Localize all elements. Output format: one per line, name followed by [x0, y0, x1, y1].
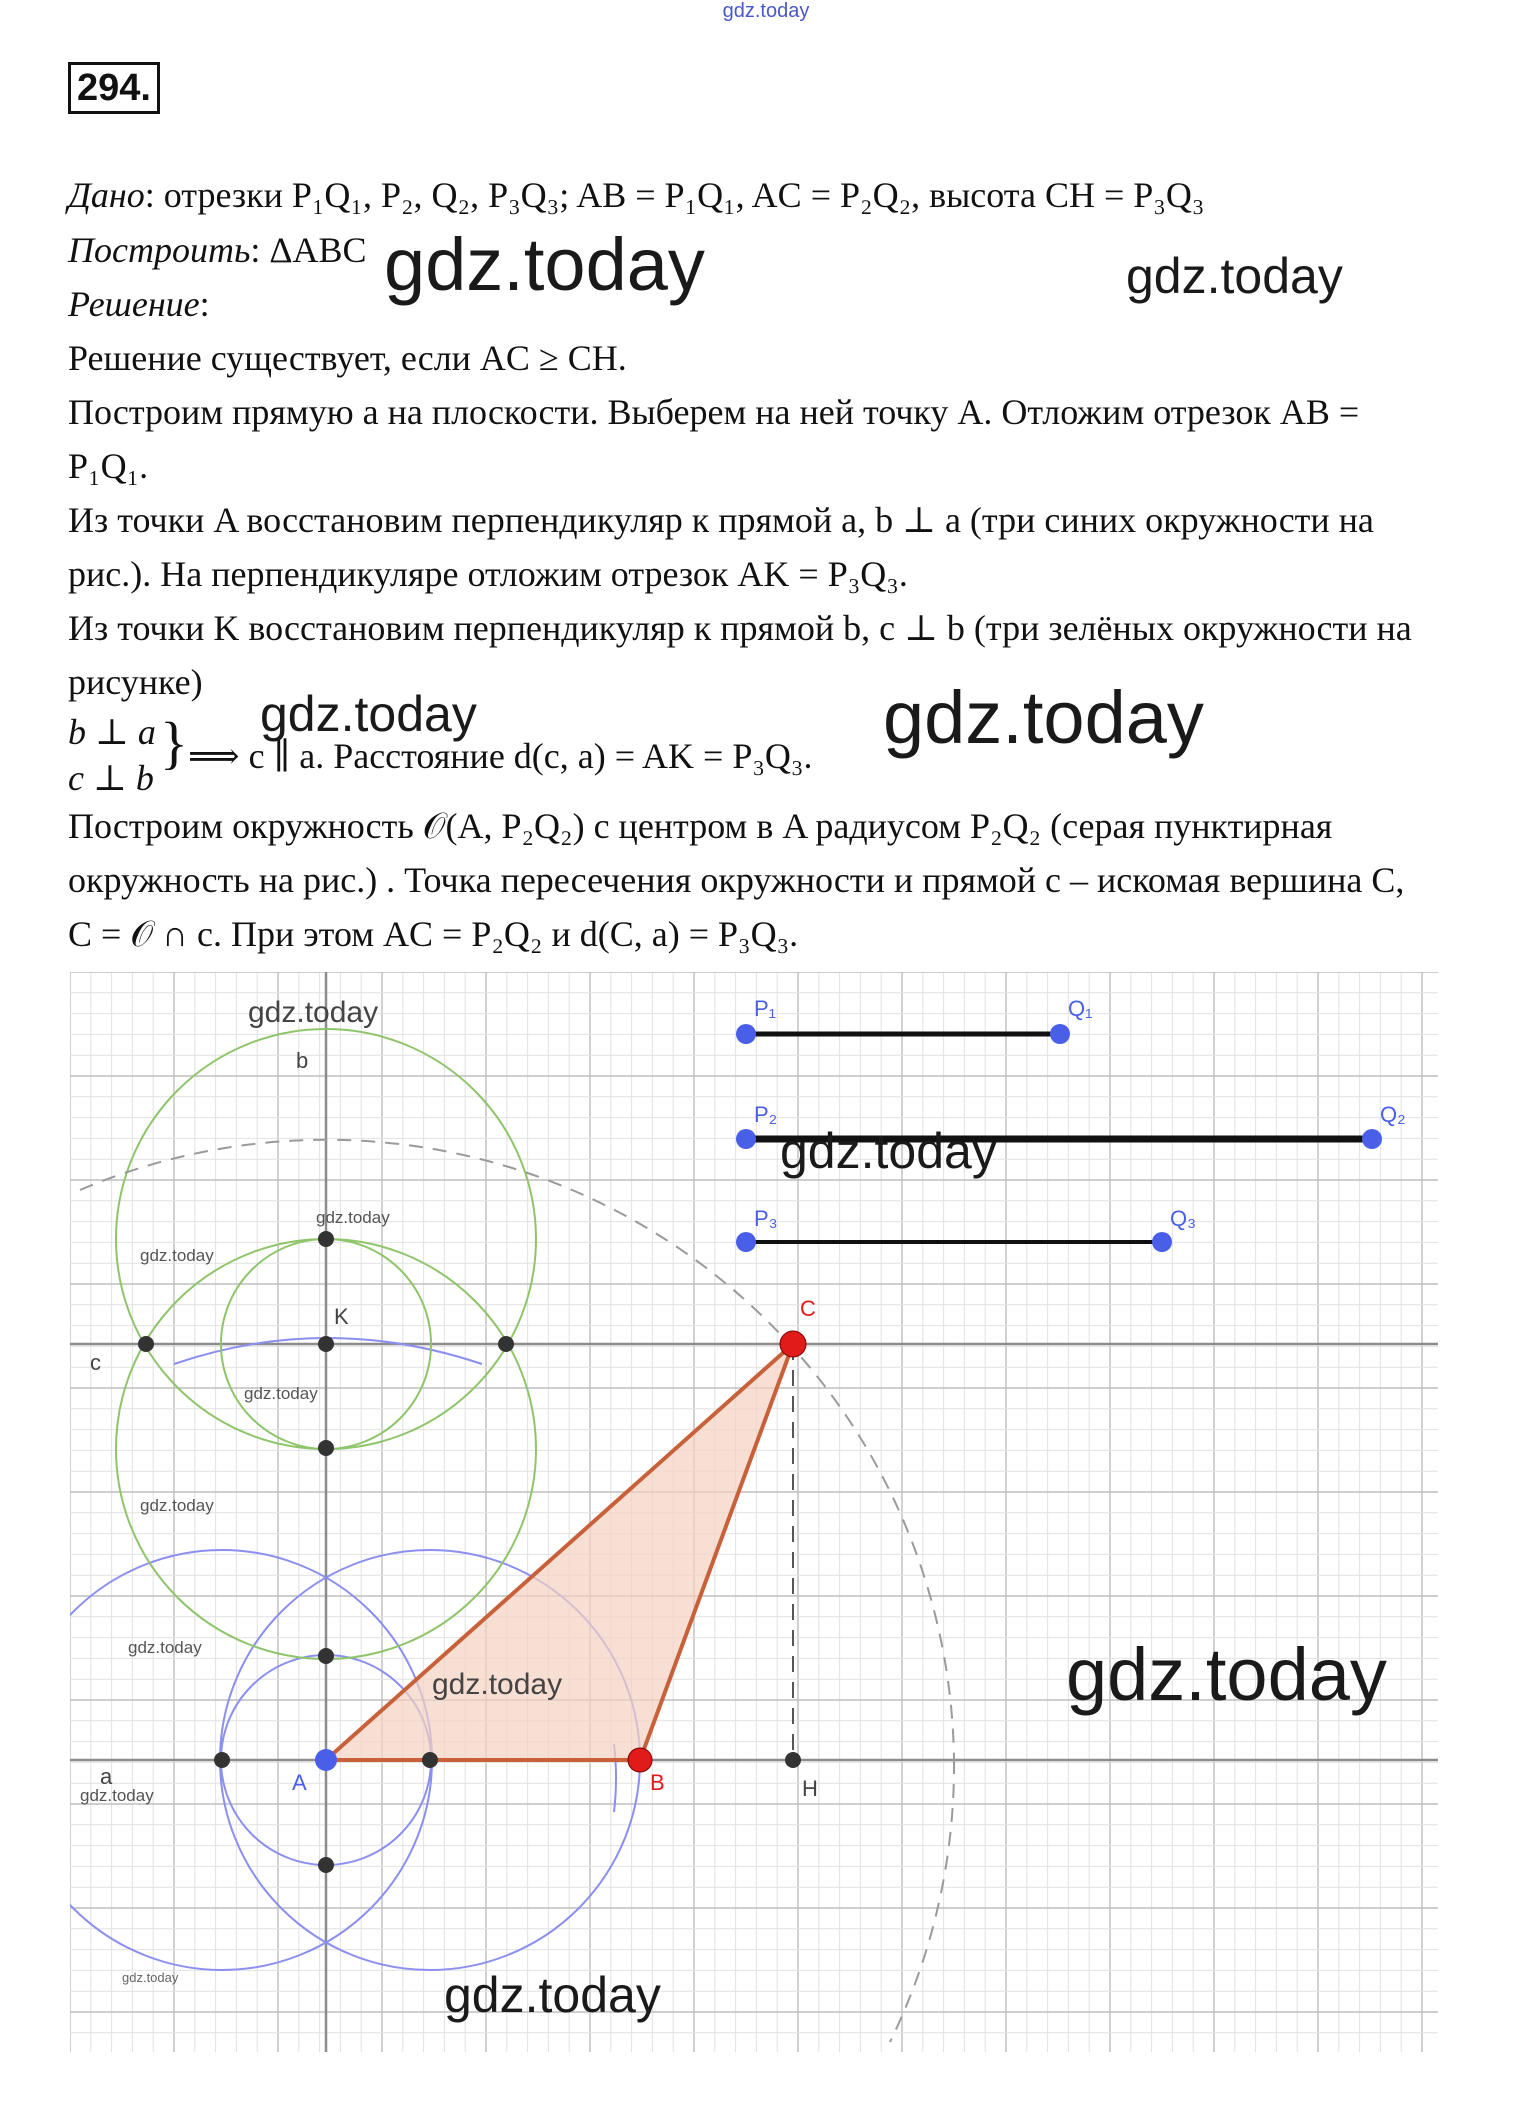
watermark-1: gdz.today	[384, 223, 705, 306]
point-q3	[1152, 1232, 1172, 1252]
top-watermark: gdz.today	[722, 0, 810, 22]
point-a	[315, 1749, 337, 1771]
watermark-5: gdz.today	[248, 996, 379, 1029]
watermark-16: gdz.today	[444, 1967, 661, 2023]
given-line	[68, 175, 1204, 215]
watermark-10: gdz.today	[140, 1496, 214, 1515]
label-k: K	[334, 1304, 349, 1329]
watermark-4: gdz.today	[883, 676, 1204, 759]
label-p1: P₁	[754, 996, 777, 1021]
point-b-mid	[318, 1440, 334, 1456]
point-k	[318, 1336, 334, 1352]
watermark-14: gdz.today	[80, 1786, 154, 1805]
point-b-bottom	[318, 1857, 334, 1873]
point-c	[780, 1331, 806, 1357]
paragraph-4-line-2: рисунке)	[68, 662, 203, 702]
label-point-h: H	[802, 1776, 818, 1801]
label-q1: Q₁	[1068, 996, 1093, 1021]
system-brace: }	[160, 710, 188, 775]
label-q2: Q₂	[1380, 1102, 1406, 1127]
point-p3	[736, 1232, 756, 1252]
label-q3: Q₃	[1170, 1206, 1197, 1231]
paragraph-5-line-1: Построим окружность 𝒪(A, P₂Q₂) с центром в A радиусом P₂Q₂ (серая пунктирная	[68, 806, 1333, 846]
system-result: ⟹ c ∥ a. Расстояние d(c, a) = AK = P₃Q₃.	[188, 736, 813, 776]
paragraph-2-line-1: Построим прямую a на плоскости. Выберем на ней точку A. Отложим отрезок AB =	[68, 392, 1360, 432]
construct-line	[68, 230, 367, 270]
point-p2	[736, 1129, 756, 1149]
watermark-2: gdz.today	[1126, 248, 1343, 304]
label-a: a	[100, 1764, 113, 1789]
label-point-b: B	[650, 1770, 665, 1795]
label-c: c	[90, 1350, 101, 1375]
point-q1	[1050, 1024, 1070, 1044]
system-top: b ⊥ a	[68, 712, 156, 752]
watermark-6: gdz.today	[780, 1123, 997, 1179]
point-a-right	[422, 1752, 438, 1768]
point-b-low	[318, 1648, 334, 1664]
point-p1	[736, 1024, 756, 1044]
system-bottom: c ⊥ b	[68, 758, 154, 798]
label-point-a: A	[292, 1770, 307, 1795]
given-label: Дано	[68, 175, 145, 215]
watermark-15: gdz.today	[122, 1970, 179, 1985]
label-p2: P₂	[754, 1102, 778, 1127]
construct-body: : ΔABC	[250, 230, 367, 270]
paragraph-1: Решение существует, если AC ≥ CH.	[68, 338, 627, 378]
watermark-3: gdz.today	[260, 686, 477, 742]
label-point-c: C	[800, 1296, 816, 1321]
watermark-12: gdz.today	[432, 1668, 563, 1701]
point-b	[628, 1748, 652, 1772]
paragraph-3-line-1: Из точки A восстановим перпендикуляр к прямой a, b ⊥ a (три синих окружности на	[68, 500, 1374, 540]
watermark-8: gdz.today	[140, 1246, 214, 1265]
point-q2	[1362, 1129, 1382, 1149]
paragraph-5-line-3: C = 𝒪 ∩ c. При этом AC = P₂Q₂ и d(C, a) = P₃Q₃.	[68, 914, 799, 954]
paragraph-3-line-2: рис.). На перпендикуляре отложим отрезок AK = P₃Q₃.	[68, 554, 908, 594]
points	[138, 1024, 1382, 1873]
point-h	[785, 1752, 801, 1768]
watermark-13: gdz.today	[1066, 1633, 1387, 1716]
point-c-right	[498, 1336, 514, 1352]
paragraph-2-line-2: P₁Q₁.	[68, 446, 149, 486]
point-b-top	[318, 1231, 334, 1247]
problem-number: 294.	[68, 62, 160, 114]
solution-heading	[68, 284, 210, 324]
watermark-11: gdz.today	[128, 1638, 202, 1657]
paragraph-4-line-1: Из точки K восстановим перпендикуляр к прямой b, c ⊥ b (три зелёных окружности на	[68, 608, 1412, 648]
construction-figure	[70, 972, 1438, 2052]
solution-label: Решение	[68, 284, 200, 324]
label-b: b	[296, 1048, 309, 1073]
point-c-left	[138, 1336, 154, 1352]
construct-label: Построить	[68, 230, 251, 270]
paragraph-5-line-2: окружность на рис.) . Точка пересечения окружности и прямой c – искомая вершина C,	[68, 860, 1405, 900]
watermark-7: gdz.today	[316, 1208, 390, 1227]
label-p3: P₃	[754, 1206, 778, 1231]
solution-colon: :	[199, 284, 210, 324]
point-a-left	[214, 1752, 230, 1768]
watermark-9: gdz.today	[244, 1384, 318, 1403]
given-body: : отрезки P₁Q₁, P₂, Q₂, P₃Q₃; AB = P₁Q₁, AC = P₂Q₂, высота CH = P₃Q₃	[144, 175, 1205, 215]
